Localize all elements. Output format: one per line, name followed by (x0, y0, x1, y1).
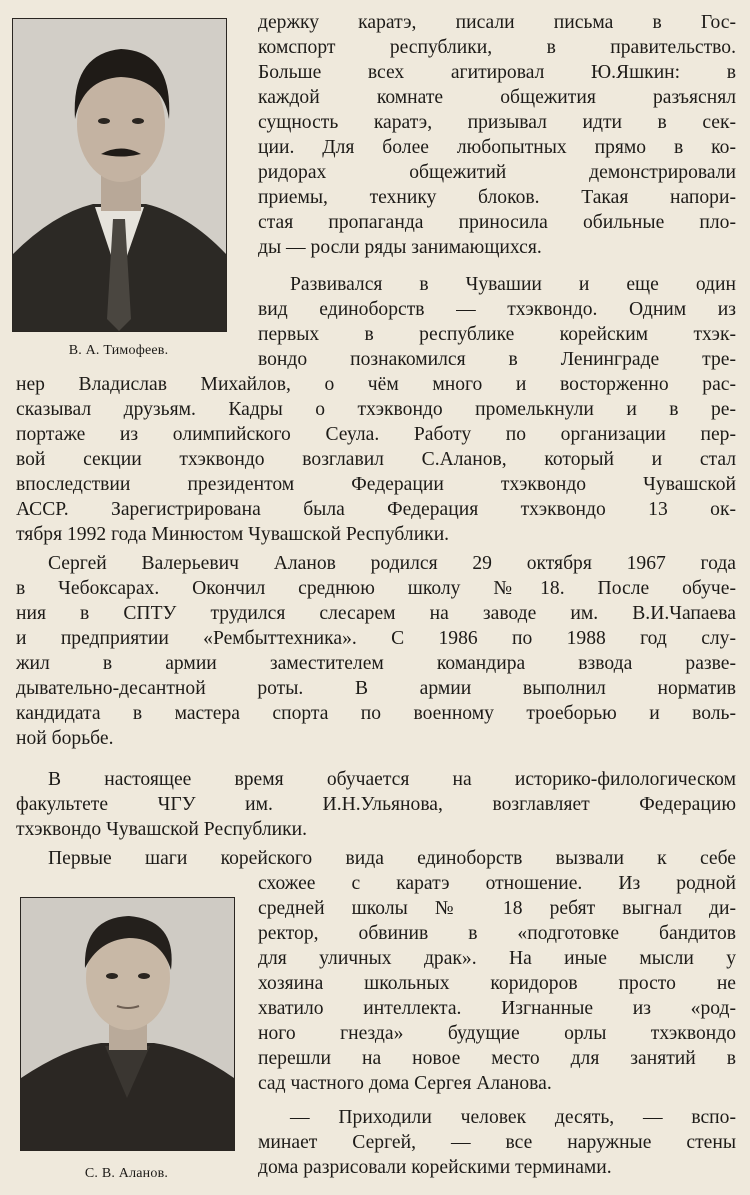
text-line: АССР. Зарегистрирована была Федерация тхэквондо 13 ок- (16, 499, 736, 520)
text-line: сущность каратэ, призывал идти в сек- (258, 112, 736, 133)
text-line: в Чебоксарах. Окончил среднюю школу №18. После обуче- (16, 578, 736, 599)
text-line: дома разрисовали корейскими терминами. (258, 1157, 612, 1178)
text-line: вой секции тхэквондо возглавил С.Аланов, который и стал (16, 449, 736, 470)
text-block-7 (258, 871, 736, 1096)
caption-timofeev: В. А. Тимофеев. (68, 343, 169, 358)
text-block-6 (16, 846, 736, 871)
text-line: факультете ЧГУ им. И.Н.Ульянова, возглавляет Федерацию (16, 794, 736, 815)
text-line: жил в армии заместителем командира взвода разве- (16, 653, 736, 674)
text-line: стая пропаганда приносила обильные пло- (258, 212, 736, 233)
text-line: Первые шаги корейского вида единоборств вызвали к себе (48, 848, 736, 869)
text-line: Больше всех агитировал Ю.Яшкин: в (258, 62, 736, 83)
text-line: хозяина школьных коридоров просто не (258, 973, 736, 994)
text-line: ридорах общежитий демонстрировали (258, 162, 736, 183)
text-line: сказывал друзьям. Кадры о тхэквондо промелькнули и в ре- (16, 399, 736, 420)
text-line: средней школы № 18 ребят выгнал ди- (258, 898, 736, 919)
text-line: схожее с каратэ отношение. Из родной (258, 873, 736, 894)
text-line: для уличных драк». На иные мысли у (258, 948, 736, 969)
text-line: ды — росли ряды занимающихся. (258, 237, 542, 258)
text-line: кандидата в мастера спорта по военному троеборью и воль- (16, 703, 736, 724)
caption-alanov: С. В. Аланов. (84, 1166, 169, 1181)
text-line: тхэквондо Чувашской Республики. (16, 819, 307, 840)
text-line: держку каратэ, писали письма в Гос- (258, 12, 736, 33)
photo-timofeev (12, 18, 227, 332)
text-line: ректор, обвинив в «подготовке бандитов (258, 923, 736, 944)
portrait-timofeev-image (13, 19, 226, 331)
text-line: хватило интеллекта. Изгнанные из «род- (258, 998, 736, 1019)
text-line: ции. Для более любопытных прямо в ко- (258, 137, 736, 158)
text-line: дывательно-десантной роты. В армии выполнил норматив (16, 678, 736, 699)
text-block-8 (258, 1105, 736, 1180)
text-line: ния в СПТУ трудился слесарем на заводе им. В.И.Чапаева (16, 603, 736, 624)
text-block-5 (16, 767, 736, 842)
text-line: нер Владислав Михайлов, о чём много и восторженно рас- (16, 374, 736, 395)
text-line: ного гнезда» будущие орлы тхэквондо (258, 1023, 736, 1044)
text-line: впоследствии президентом Федерации тхэквондо Чувашской (16, 474, 736, 495)
text-line: сад частного дома Сергея Аланова. (258, 1073, 552, 1094)
text-line: портаже из олимпийского Сеула. Работу по организации пер- (16, 424, 736, 445)
text-line: Сергей Валерьевич Аланов родился 29 октября 1967 года (48, 553, 736, 574)
text-line: и предприятии «Рембыттехника». С 1986 по 1988 год слу- (16, 628, 736, 649)
text-line: В настоящее время обучается на историко-филологическом (48, 769, 736, 790)
portrait-alanov-image (21, 898, 234, 1150)
text-line: перешли на новое место для занятий в (258, 1048, 736, 1069)
text-block-4 (16, 551, 736, 751)
photo-alanov (20, 897, 235, 1151)
text-line: ной борьбе. (16, 728, 114, 749)
text-line: приемы, технику блоков. Такая напори- (258, 187, 736, 208)
text-line: вид единоборств — тхэквондо. Одним из (258, 299, 736, 320)
text-line: первых в республике корейским тхэк- (258, 324, 736, 345)
text-line: минает Сергей, — все наружные стены (258, 1132, 736, 1153)
text-block-2 (258, 272, 736, 347)
text-block-3 (258, 347, 736, 372)
text-line: тября 1992 года Минюстом Чувашской Республики. (16, 524, 450, 545)
text-line: — Приходили человек десять, — вспо- (290, 1107, 736, 1128)
text-line: Развивался в Чувашии и еще один (290, 274, 736, 295)
text-line: вондо познакомился в Ленинграде тре- (258, 349, 736, 370)
text-block-1 (258, 10, 736, 260)
text-line: комспорт республики, в правительство. (258, 37, 736, 58)
text-line: каждой комнате общежития разъяснял (258, 87, 736, 108)
text-block-3-full (16, 372, 736, 547)
